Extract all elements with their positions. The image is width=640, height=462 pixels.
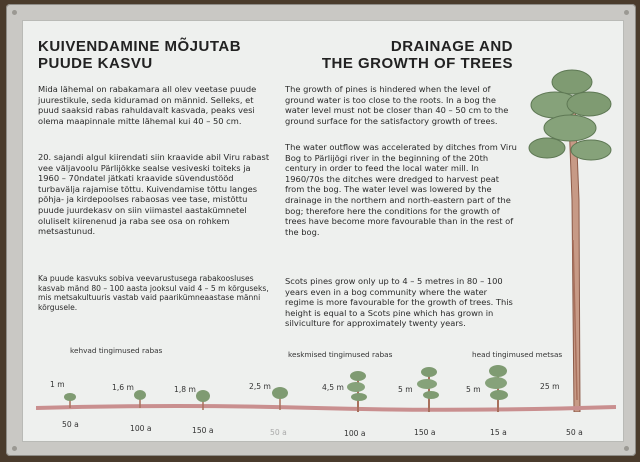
- estonian-paragraph-2: 20. sajandi algul kiirendati siin kraavide abil Viru rabast vee väljavoolu Pärlijõkke sealse vesiveski toiteks ja 1960 – 70ndatel jätkati kraavide süvendustööd turbavälja rajamise tõttu. Kuivendamise tõttu langes põhja- ja kirdepoolses rabaosas vee tase, mistõttu puude juurdekasv on siin viimastel aastakümnetel oluliselt kiirenenud ja raba see osa on rohkem metsastunud.: [38, 152, 270, 237]
- english-paragraph-1: The growth of pines is hindered when the level of ground water is too close to the roots. In a bog the water level must not be closer than 40 – 50 cm to the ground surface for the satisfactory growth of trees.: [285, 84, 509, 126]
- pine-5m-150a: [416, 364, 442, 412]
- title-estonian: [38, 38, 241, 72]
- title-en-line1: DRAINAGE AND: [390, 38, 513, 55]
- age-label: 150 a: [414, 428, 436, 437]
- condition-poor-label: kehvad tingimused rabas: [70, 346, 163, 355]
- pine-1-8m: [194, 388, 212, 410]
- condition-medium-label: keskmised tingimused rabas: [288, 350, 393, 359]
- height-label: 1 m: [50, 380, 65, 389]
- age-label: 15 a: [490, 428, 507, 437]
- age-label: 150 a: [192, 426, 214, 435]
- age-label: 50 a: [566, 428, 583, 437]
- height-label: 5 m: [466, 385, 481, 394]
- screw: [12, 10, 17, 15]
- age-label: 50 a: [270, 428, 287, 437]
- screw: [624, 10, 629, 15]
- title-en-line2: THE GROWTH OF TREES: [321, 55, 513, 72]
- condition-good-label: head tingimused metsas: [472, 350, 563, 359]
- screw: [624, 446, 629, 451]
- height-label: 25 m: [540, 382, 560, 391]
- title-english: [316, 38, 513, 72]
- pine-1-6m: [132, 388, 148, 408]
- title-et-line2: PUUDE KASVU: [38, 55, 153, 72]
- pine-2-5m: [270, 384, 290, 410]
- height-label: 4,5 m: [322, 383, 344, 392]
- age-label: 50 a: [62, 420, 79, 429]
- pine-5m-15a: [484, 362, 512, 412]
- pine-1m: [62, 390, 78, 408]
- pine-4-5m: [346, 368, 370, 412]
- estonian-paragraph-3: Ka puude kasvuks sobiva veevarustusega rabakoosluses kasvab mänd 80 – 100 aasta jooksul vaid 4 – 5 m kõrguseks, mis metsakultuuris vastab vaid paarikümneaastase männi kõrgusele.: [38, 274, 269, 312]
- screw: [12, 446, 17, 451]
- height-label: 1,6 m: [112, 383, 134, 392]
- title-et-line1: KUIVENDAMINE MÕJUTAB: [38, 38, 242, 55]
- english-paragraph-2: The water outflow was accelerated by ditches from Viru Bog to Pärlijõgi river in the beginning of the 20th century in order to feed the local water mill. In 1960/70s the ditches were dredged to harvest peat from the bog. The water level was lowered by the drainage in the northern and north-eastern part of the bog; therefore here the conditions for the growth of trees have become more favourable than in the rest of the bog.: [285, 142, 517, 237]
- age-label: 100 a: [130, 424, 152, 433]
- age-label: 100 a: [344, 429, 366, 438]
- english-paragraph-3: Scots pines grow only up to 4 – 5 metres in 80 – 100 years even in a bog community where the water regime is more favourable for the growth of trees. This height is equal to a Scots pine which has grown in silviculture for approximately twenty years.: [285, 276, 513, 329]
- estonian-paragraph-1: Mida lähemal on rabakamara all olev veetase puude juurestikule, seda kiduramad on männid. Selleks, et puud saaksid rabas rahuldavalt kasvada, peaks vesi olema maapinnale mitte lähemal kui 40 – 50 cm.: [38, 84, 257, 126]
- tall-pine-illustration: [525, 60, 620, 412]
- height-label: 2,5 m: [249, 382, 271, 391]
- height-label: 1,8 m: [174, 385, 196, 394]
- ground-line: [36, 398, 616, 418]
- height-label: 5 m: [398, 385, 413, 394]
